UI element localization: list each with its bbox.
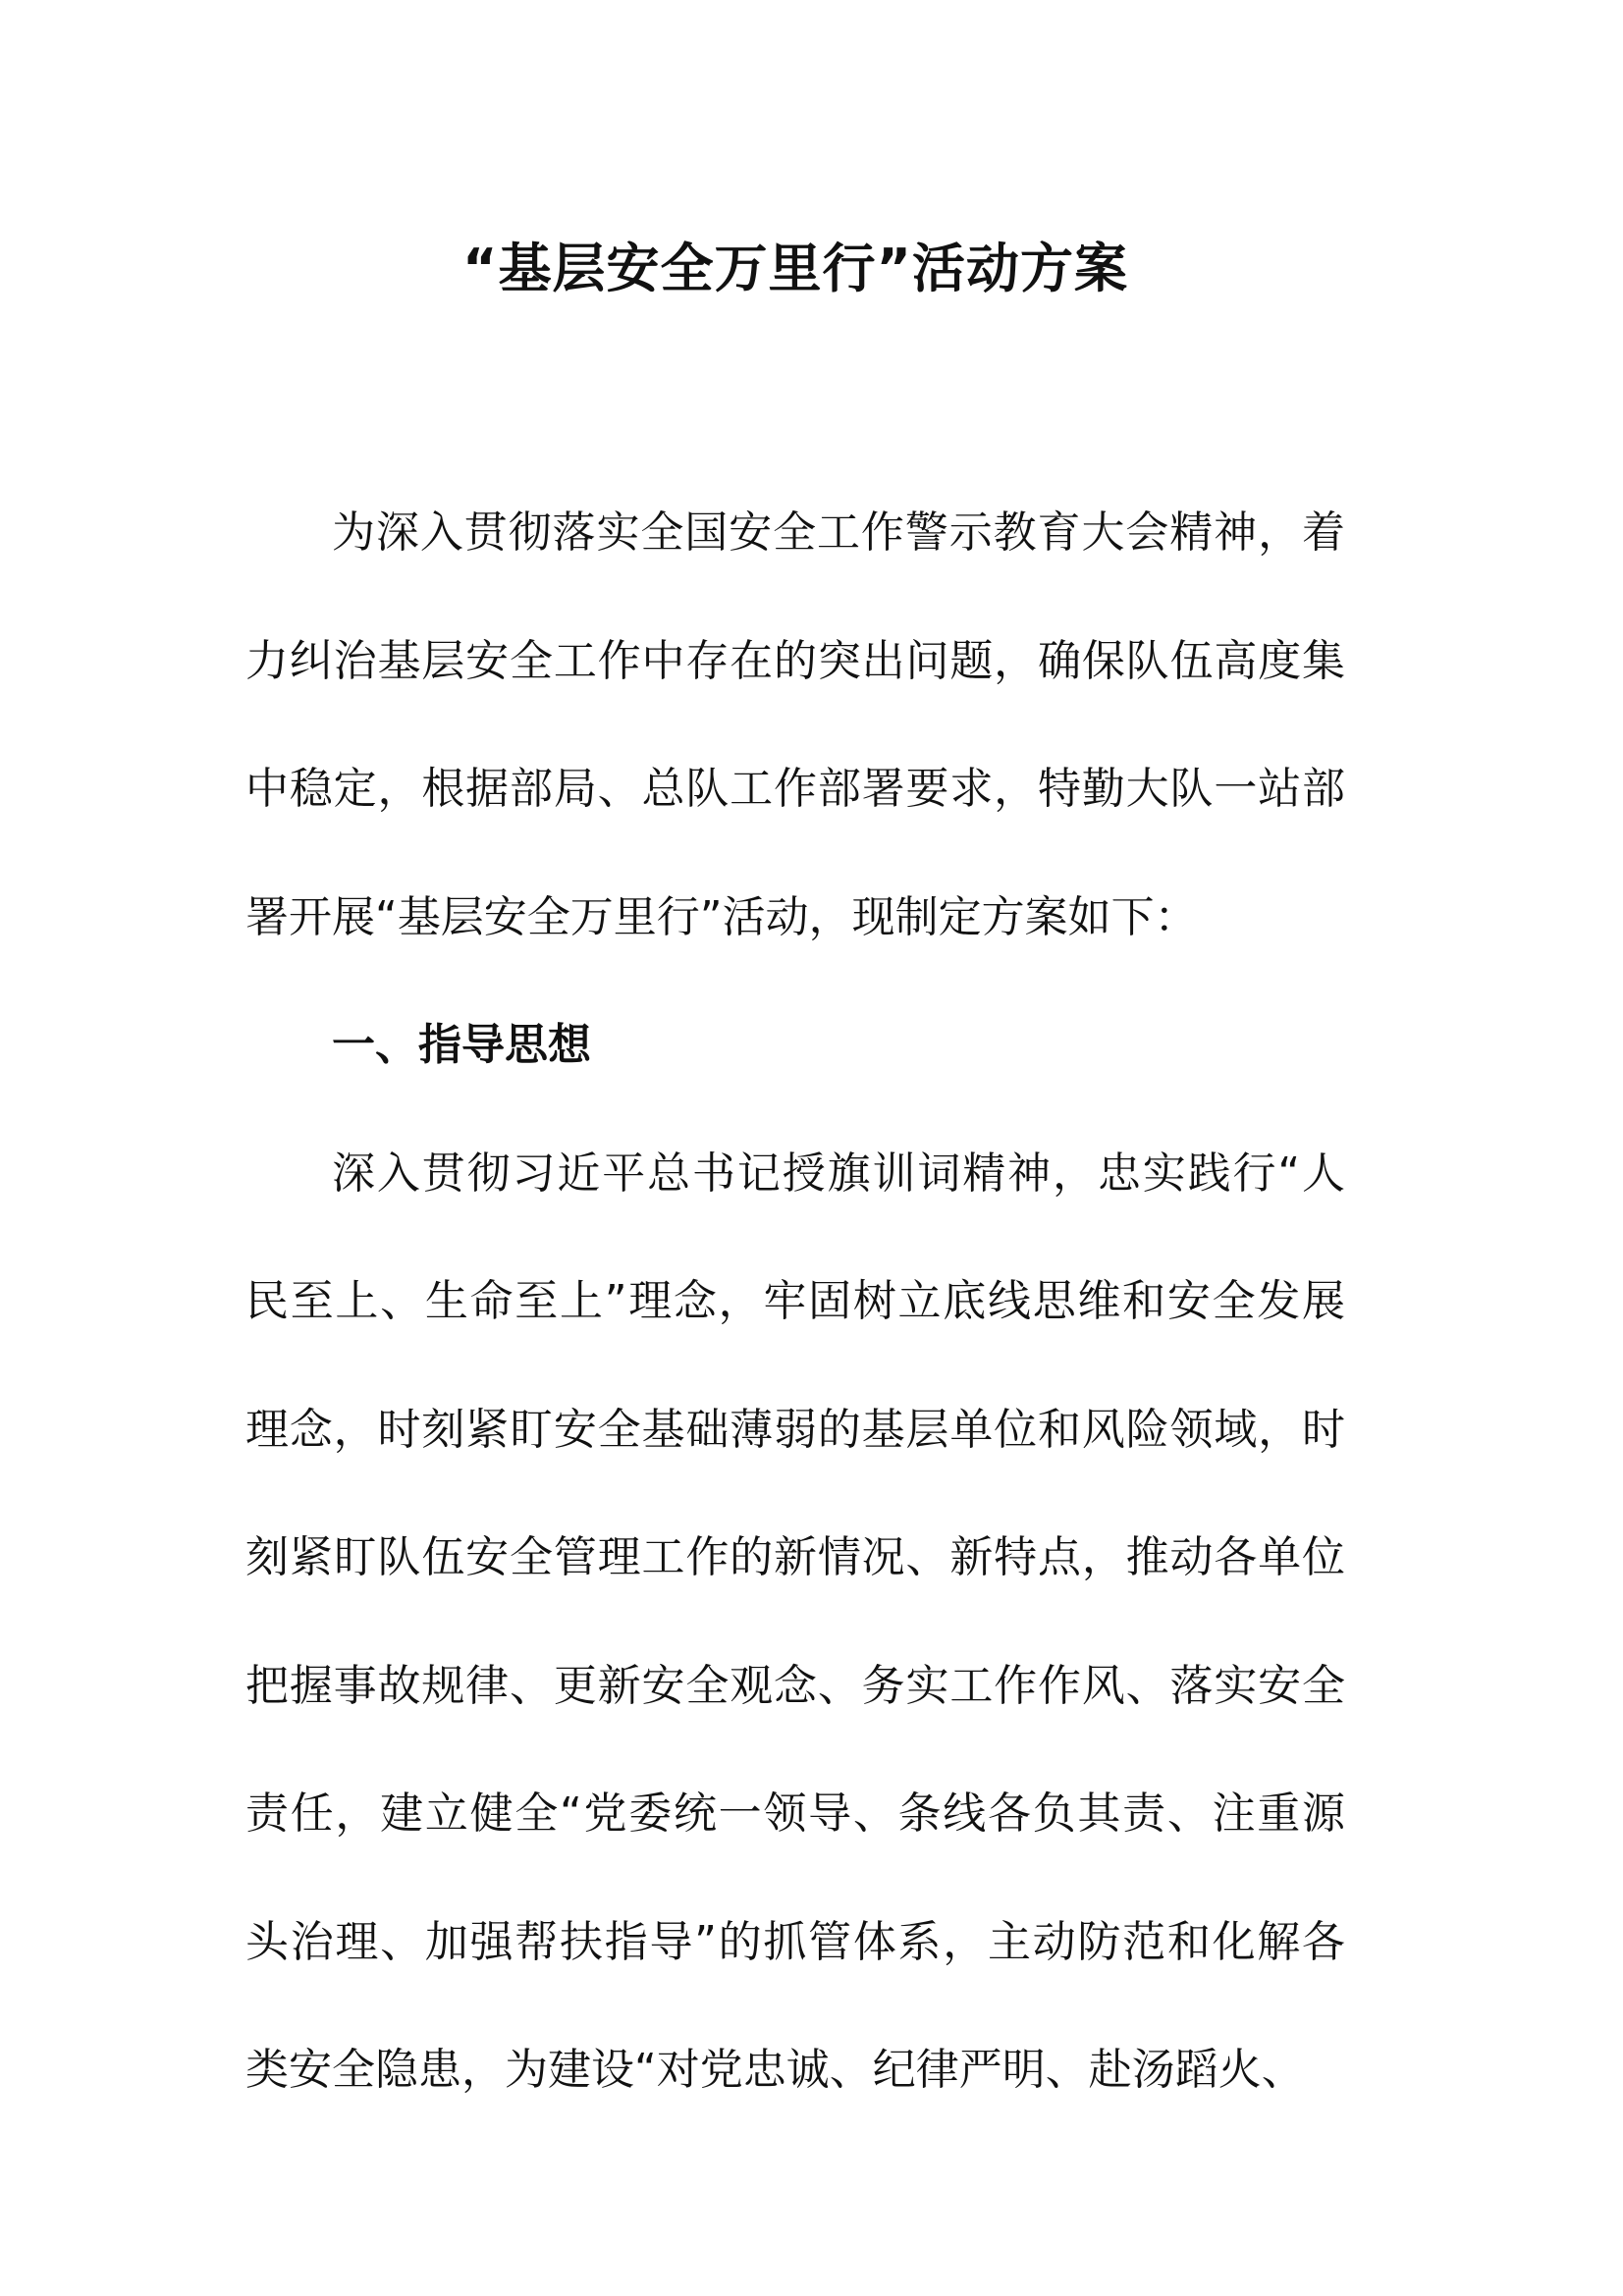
section-heading-guiding-ideology: 一、指导思想: [332, 1020, 591, 1070]
document-title: “基层安全万里行”活动方案: [462, 238, 1128, 299]
document-body: [245, 469, 1345, 2135]
intro-paragraph: 为深入贯彻落实全国安全工作警示教育大会精神，着力纠治基层安全工作中存在的突出问题，确保队伍高度集中稳定，根据部局、总队工作部署要求，特勤大队一站部署开展“基层安全万里行”活动，现制定方案如下：: [245, 507, 1345, 942]
guiding-ideology-paragraph: 深入贯彻习近平总书记授旗训词精神，忠实践行“人民至上、生命至上”理念，牢固树立底线思维和安全发展理念，时刻紧盯安全基础薄弱的基层单位和风险领域，时刻紧盯队伍安全管理工作的新情况、新特点，推动各单位把握事故规律、更新安全观念、务实工作作风、落实安全责任，建立健全“党委统一领导、条线各负其责、注重源头治理、加强帮扶指导”的抓管体系，主动防范和化解各类安全隐患，为建设“对党忠诚、纪律严明、赴汤蹈火、: [245, 1148, 1345, 2095]
